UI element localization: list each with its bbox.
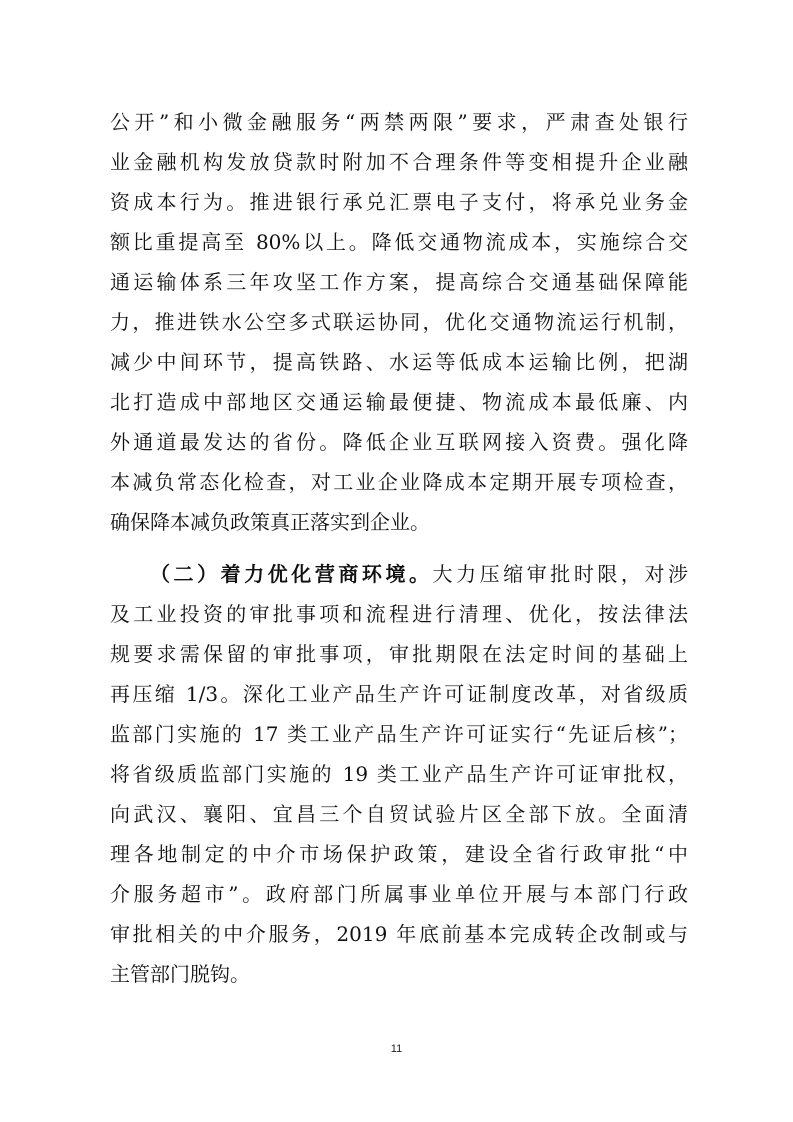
text-line: 主管部门脱钩。 (110, 962, 250, 986)
text-line: 力，推进铁水公空多式联运协同，优化交通物流运行机制， (110, 310, 688, 334)
text-line: 外通道最发达的省份。降低企业互联网接入资费。强化降 (110, 430, 688, 454)
text-line: 北打造成中部地区交通运输最便捷、物流成本最低廉、内 (110, 390, 688, 414)
text-line: 介服务超市”。政府部门所属事业单位开展与本部门行政 (110, 882, 688, 906)
text-line: 通运输体系三年攻坚工作方案，提高综合交通基础保障能 (110, 270, 688, 294)
text-line: 额比重提高至 80%以上。降低交通物流成本，实施综合交 (110, 230, 688, 254)
text-line: 公开”和小微金融服务“两禁两限”要求，严肃查处银行 (110, 110, 688, 134)
text-line: 监部门实施的 17 类工业产品生产许可证实行“先证后核”； (110, 722, 688, 746)
text-line: 将省级质监部门实施的 19 类工业产品生产许可证审批权， (110, 762, 688, 786)
text-line: 减少中间环节，提高铁路、水运等低成本运输比例，把湖 (110, 350, 688, 374)
text-line: 资成本行为。推进银行承兑汇票电子支付，将承兑业务金 (110, 190, 688, 214)
text-line: 本减负常态化检查，对工业企业降成本定期开展专项检查， (110, 470, 688, 494)
section-first-line-text: 大力压缩审批时限，对涉 (432, 562, 689, 586)
text-line: 规要求需保留的审批事项，审批期限在法定时间的基础上 (110, 642, 688, 666)
text-line: 再压缩 1/3。深化工业产品生产许可证制度改革，对省级质 (110, 682, 688, 706)
section-first-line (150, 562, 688, 586)
text-line: 及工业投资的审批事项和流程进行清理、优化，按法律法 (110, 602, 688, 626)
text-line: 审批相关的中介服务，2019 年底前基本完成转企改制或与 (110, 922, 688, 946)
text-line: 向武汉、襄阳、宜昌三个自贸试验片区全部下放。全面清 (110, 802, 688, 826)
page-number: 11 (390, 1043, 403, 1055)
section-heading: （二）着力优化营商环境。 (150, 562, 433, 586)
text-line: 业金融机构发放贷款时附加不合理条件等变相提升企业融 (110, 150, 688, 174)
text-line: 确保降本减负政策真正落实到企业。 (110, 510, 430, 534)
text-line: 理各地制定的中介市场保护政策，建设全省行政审批“中 (110, 842, 688, 866)
